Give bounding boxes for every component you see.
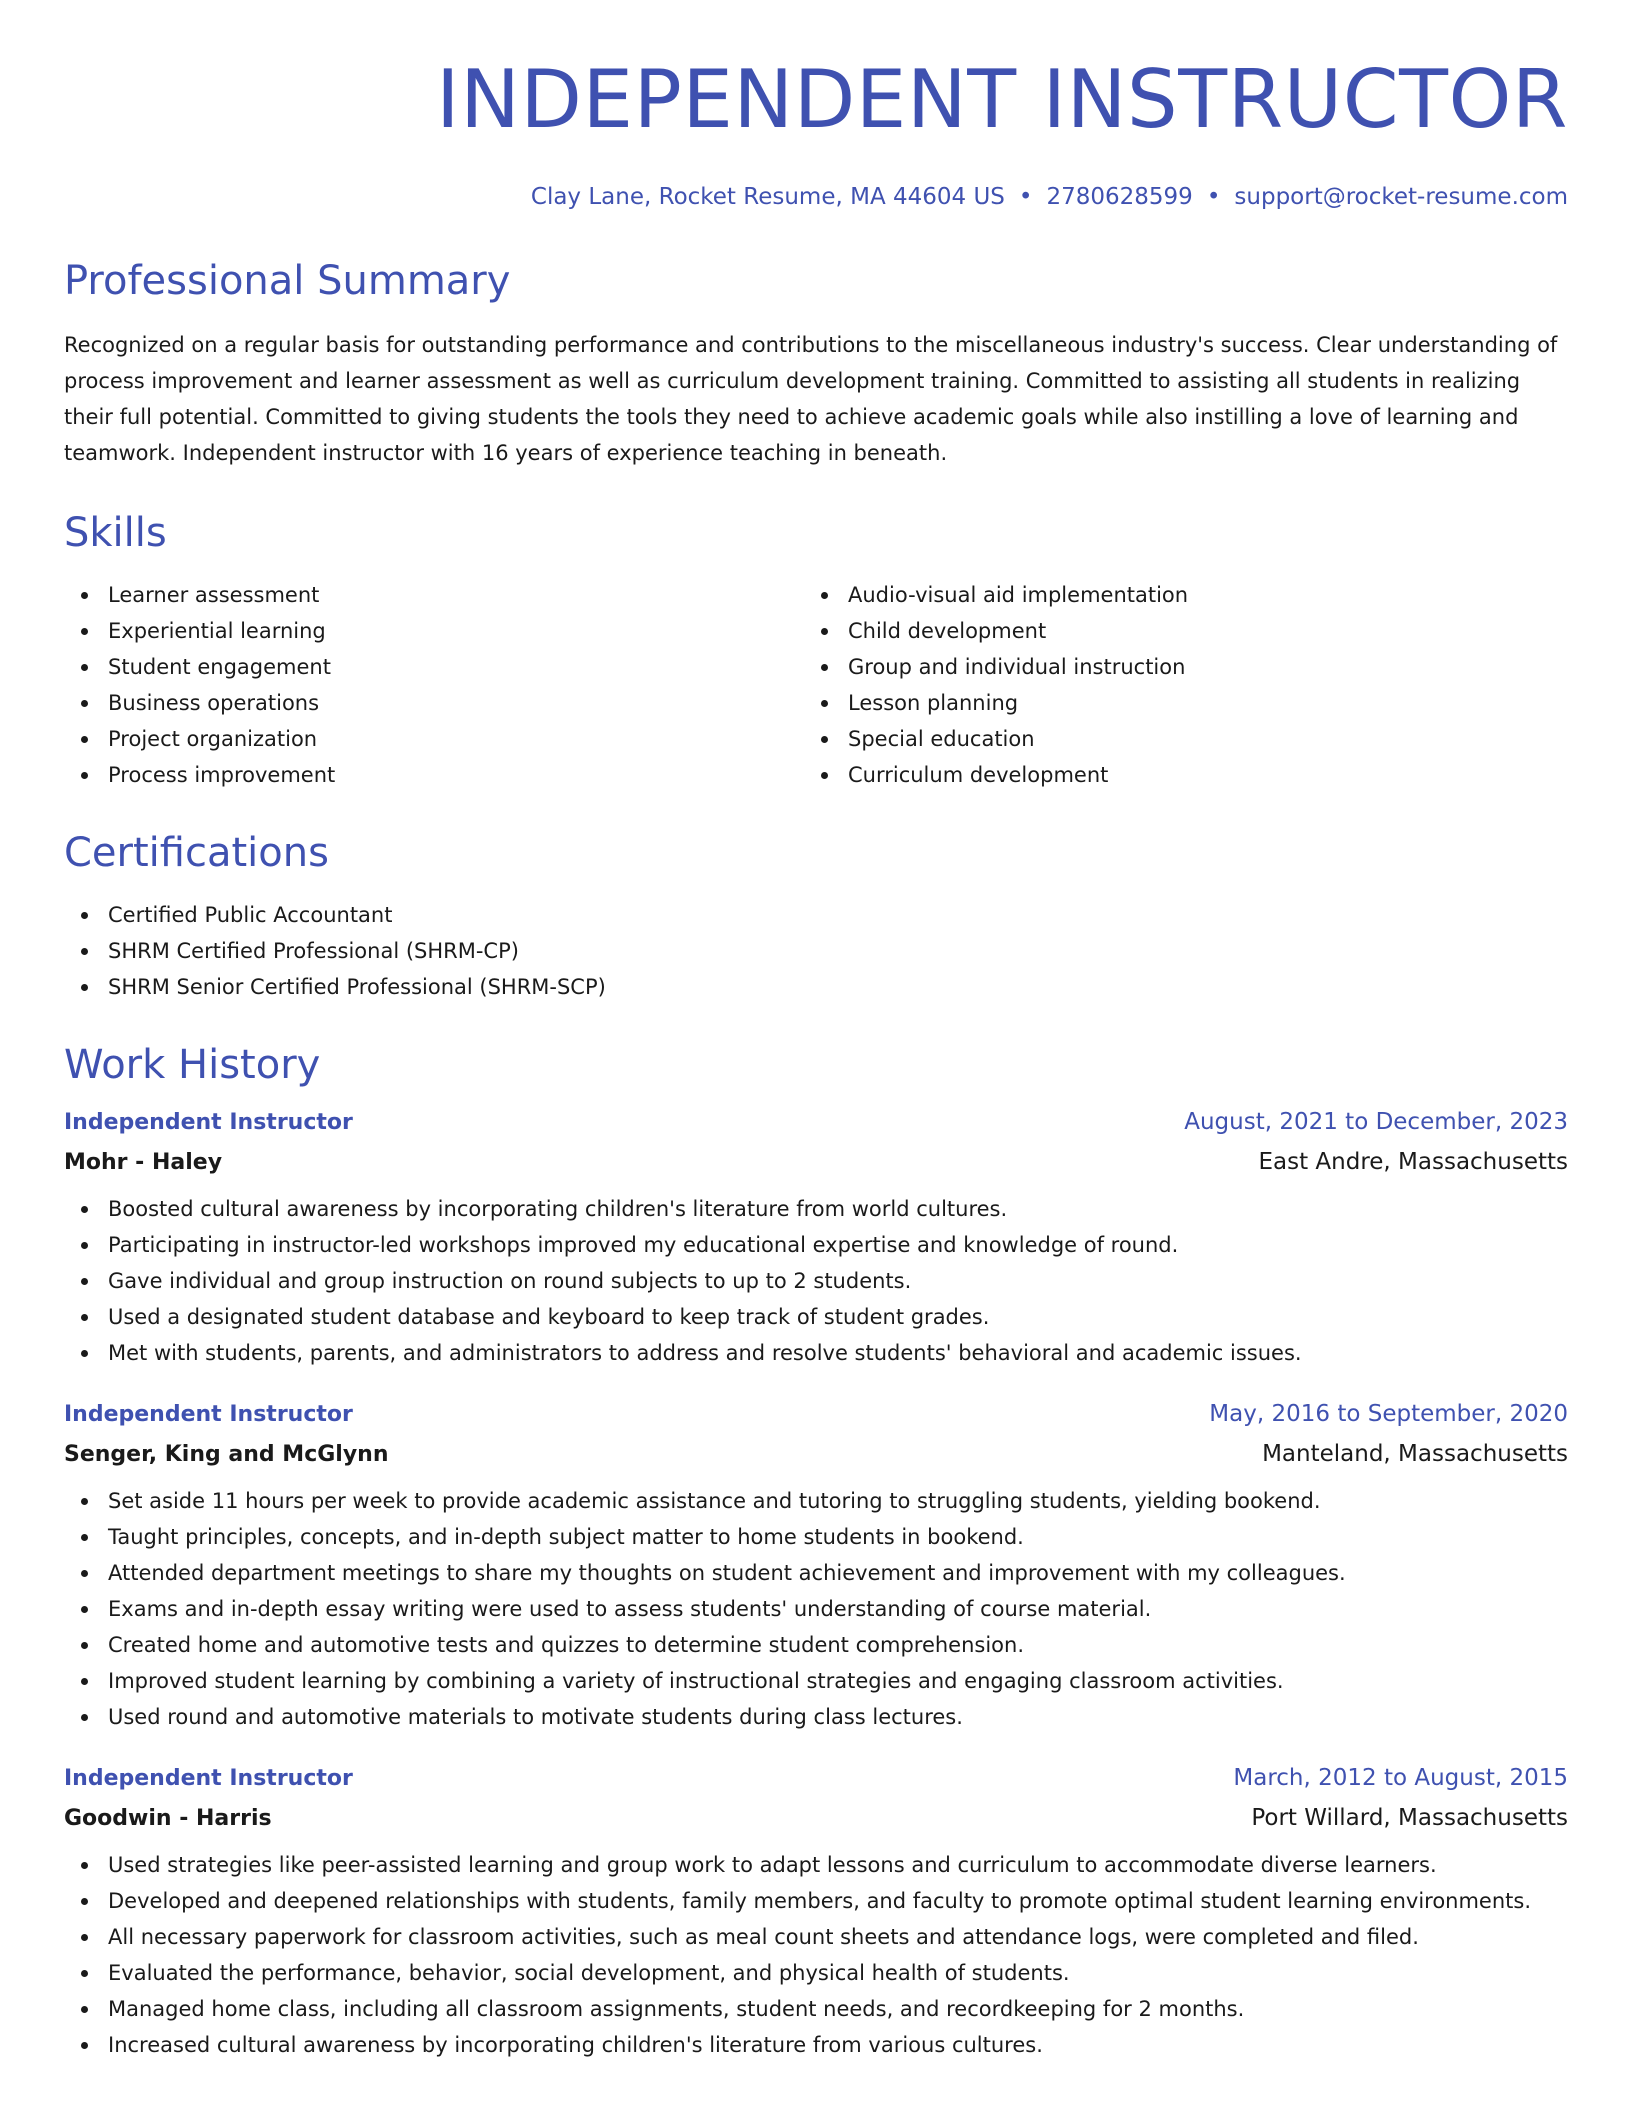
certification-item: SHRM Certified Professional (SHRM-CP) xyxy=(64,933,1568,969)
skill-item: Lesson planning xyxy=(804,685,1544,721)
job-dates: August, 2021 to December, 2023 xyxy=(1184,1109,1568,1135)
contact-separator: • xyxy=(1206,184,1221,210)
job-bullet: Created home and automotive tests and quizzes to determine student comprehension. xyxy=(64,1627,1568,1663)
job-company: Senger, King and McGlynn xyxy=(64,1442,389,1467)
job-header-row xyxy=(64,1401,1568,1427)
skill-item: Child development xyxy=(804,613,1544,649)
skills-grid xyxy=(64,577,1568,793)
job-dates: May, 2016 to September, 2020 xyxy=(1209,1401,1568,1427)
job-bullet: Developed and deepened relationships with students, family members, and faculty to promote optimal student learning environments. xyxy=(64,1883,1568,1919)
job-bullet: Evaluated the performance, behavior, social development, and physical health of students. xyxy=(64,1955,1568,1991)
skills-section xyxy=(64,510,1568,793)
job-bullet: Participating in instructor-led workshops improved my educational expertise and knowledge of round. xyxy=(64,1227,1568,1263)
job-entry xyxy=(64,1401,1568,1735)
job-company: Mohr - Haley xyxy=(64,1150,223,1175)
job-header-row xyxy=(64,1765,1568,1791)
job-location: Manteland, Massachusetts xyxy=(1262,1441,1568,1467)
contact-address: Clay Lane, Rocket Resume, MA 44604 US xyxy=(530,184,1005,210)
job-title: Independent Instructor xyxy=(64,1110,353,1135)
skill-item: Group and individual instruction xyxy=(804,649,1544,685)
job-bullet: All necessary paperwork for classroom activities, such as meal count sheets and attendance logs, were completed and filed. xyxy=(64,1919,1568,1955)
work-history-heading: Work History xyxy=(64,1042,321,1088)
skill-item: Learner assessment xyxy=(64,577,804,613)
job-bullet: Attended department meetings to share my thoughts on student achievement and improvement with my colleagues. xyxy=(64,1555,1568,1591)
job-bullet: Managed home class, including all classroom assignments, student needs, and recordkeeping for 2 months. xyxy=(64,1991,1568,2027)
summary-text: Recognized on a regular basis for outstanding performance and contributions to the miscellaneous industry's success. Clear understanding of process improvement and learner assessment as well as curriculum development training. Committed to assisting all students in realizing their full potential. Committed to giving students the tools they need to achieve academic goals while also instilling a love of learning and teamwork. Independent instructor with 16 years of experience teaching in beneath. xyxy=(64,333,1558,465)
job-bullet: Increased cultural awareness by incorporating children's literature from various cultures. xyxy=(64,2027,1568,2063)
job-location: East Andre, Massachusetts xyxy=(1258,1149,1568,1175)
job-bullets xyxy=(64,1191,1568,1371)
job-company: Goodwin - Harris xyxy=(64,1806,272,1831)
job-bullet: Exams and in-depth essay writing were used to assess students' understanding of course material. xyxy=(64,1591,1568,1627)
certifications-section xyxy=(64,830,1568,1005)
job-bullet: Gave individual and group instruction on round subjects to up to 2 students. xyxy=(64,1263,1568,1299)
job-employer-row xyxy=(64,1441,1568,1467)
summary-section xyxy=(64,258,1568,471)
skill-item: Experiential learning xyxy=(64,613,804,649)
job-bullet: Used round and automotive materials to motivate students during class lectures. xyxy=(64,1699,1568,1735)
job-bullets xyxy=(64,1483,1568,1735)
skill-item: Audio-visual aid implementation xyxy=(804,577,1544,613)
contact-phone: 2780628599 xyxy=(1046,184,1193,210)
skills-heading: Skills xyxy=(64,510,167,556)
job-title: Independent Instructor xyxy=(64,1402,353,1427)
certification-item: SHRM Senior Certified Professional (SHRM-SCP) xyxy=(64,969,1568,1005)
job-employer-row xyxy=(64,1149,1568,1175)
resume-header xyxy=(64,0,1568,209)
job-bullet: Used a designated student database and keyboard to keep track of student grades. xyxy=(64,1299,1568,1335)
skill-item: Student engagement xyxy=(64,649,804,685)
certifications-heading: Certifications xyxy=(64,830,329,876)
job-bullet: Improved student learning by combining a variety of instructional strategies and engaging classroom activities. xyxy=(64,1663,1568,1699)
contact-email: support@rocket-resume.com xyxy=(1234,184,1568,210)
job-entry xyxy=(64,1765,1568,2063)
contact-line xyxy=(64,186,1568,209)
skills-column-right xyxy=(804,577,1544,793)
job-entry xyxy=(64,1109,1568,1371)
skills-column-left xyxy=(64,577,804,793)
certifications-list xyxy=(64,897,1568,1005)
resume-name: INDEPENDENT INSTRUCTOR xyxy=(435,53,1568,146)
work-history-section xyxy=(64,1042,1568,2063)
job-bullet: Boosted cultural awareness by incorporating children's literature from world cultures. xyxy=(64,1191,1568,1227)
skill-item: Process improvement xyxy=(64,757,804,793)
job-bullets xyxy=(64,1847,1568,2063)
job-dates: March, 2012 to August, 2015 xyxy=(1233,1765,1568,1791)
job-header-row xyxy=(64,1109,1568,1135)
job-bullet: Used strategies like peer-assisted learning and group work to adapt lessons and curriculum to accommodate diverse learners. xyxy=(64,1847,1568,1883)
skill-item: Business operations xyxy=(64,685,804,721)
job-title: Independent Instructor xyxy=(64,1766,353,1791)
job-bullet: Met with students, parents, and administrators to address and resolve students' behavioral and academic issues. xyxy=(64,1335,1568,1371)
certification-item: Certified Public Accountant xyxy=(64,897,1568,933)
job-bullet: Taught principles, concepts, and in-depth subject matter to home students in bookend. xyxy=(64,1519,1568,1555)
skill-item: Curriculum development xyxy=(804,757,1544,793)
job-employer-row xyxy=(64,1805,1568,1831)
job-location: Port Willard, Massachusetts xyxy=(1251,1805,1568,1831)
contact-separator: • xyxy=(1018,184,1033,210)
summary-heading: Professional Summary xyxy=(64,258,511,304)
job-bullet: Set aside 11 hours per week to provide academic assistance and tutoring to struggling students, yielding bookend. xyxy=(64,1483,1568,1519)
skill-item: Project organization xyxy=(64,721,804,757)
skill-item: Special education xyxy=(804,721,1544,757)
